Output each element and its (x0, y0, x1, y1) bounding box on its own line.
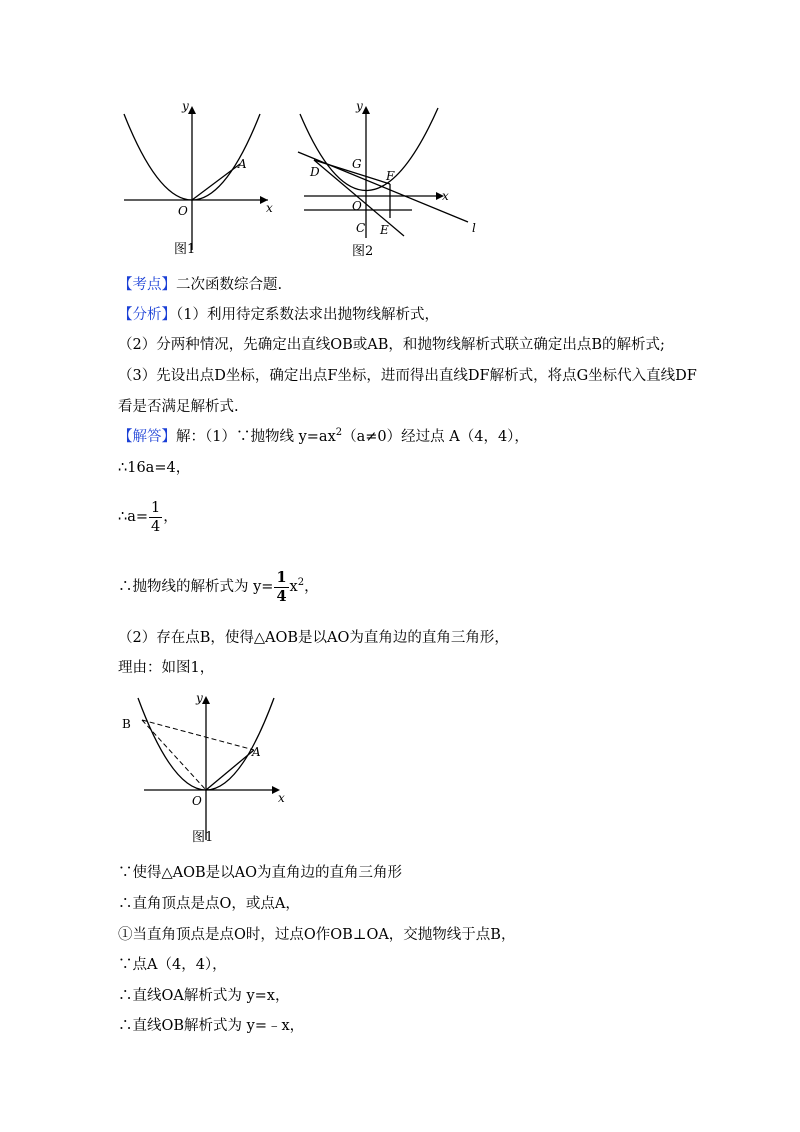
label-x: x (442, 189, 449, 203)
step-3-pre: ∴抛物线的解析式为 y= (118, 579, 274, 595)
fenxi-line-2: （2）分两种情况，先确定出直线OB或AB，和抛物线解析式联立确定出点B的解析式; (118, 337, 665, 353)
label-y: y (196, 691, 203, 705)
label-y: y (182, 100, 189, 113)
label-x: x (278, 791, 285, 805)
fenxi-line (118, 305, 439, 325)
jieda-exp: 2 (335, 427, 343, 439)
step-3 (118, 568, 319, 606)
label-y: y (356, 100, 363, 113)
step-1: ∴16a=4， (118, 460, 191, 476)
step-2-pre: ∴a= (118, 509, 149, 525)
segment-oa (192, 164, 240, 200)
jieda-post: （a≠0）经过点 A（4，4）， (342, 429, 529, 445)
figure-2 (292, 100, 482, 262)
line-5: ∴直线OA解析式为 y=x， (118, 988, 290, 1004)
figure-3-caption: 图1 (192, 830, 214, 845)
step-2 (118, 498, 178, 536)
step-2-num: 1 (151, 499, 161, 516)
step-2-den: 4 (151, 518, 161, 535)
fenxi-line-4: 看是否满足解析式. (118, 399, 239, 415)
figure-1 (118, 100, 278, 260)
label-l: l (472, 221, 476, 235)
step-3-num: 1 (276, 568, 287, 586)
jieda-line (118, 427, 529, 447)
kaodian-tag: 【考点】 (118, 277, 176, 293)
jieda-pre: 解：（1）∵抛物线 y=ax (176, 429, 336, 445)
fenxi-line-3: （3）先设出点D坐标，确定出点F坐标，进而得出直线DF解析式，将点G坐标代入直线DF (118, 368, 697, 384)
part-2: （2）存在点B，使得△AOB是以AO为直角边的直角三角形， (118, 630, 509, 646)
y-axis-arrow (362, 106, 370, 114)
kaodian-text: 二次函数综合题. (176, 277, 283, 293)
line-3: ①当直角顶点是点O时，过点O作OB⊥OA，交抛物线于点B， (118, 927, 516, 943)
label-c: C (356, 221, 366, 235)
line-2: ∴直角顶点是点O，或点A， (118, 896, 300, 912)
fenxi-text: （1）利用待定系数法求出抛物线解析式， (176, 307, 439, 323)
figure-3 (118, 690, 293, 850)
label-o: O (352, 199, 362, 213)
label-g: G (352, 157, 362, 171)
y-axis-arrow (202, 696, 210, 704)
jieda-tag: 【解答】 (118, 429, 176, 445)
label-a: A (238, 157, 247, 171)
label-a: A (252, 745, 261, 759)
label-d: D (310, 165, 320, 179)
step-2-post: ， (163, 509, 178, 525)
step-3-post: ， (304, 579, 319, 595)
reason: 理由：如图1， (118, 660, 215, 676)
kaodian-line (118, 275, 282, 295)
label-f: F (386, 169, 395, 183)
y-axis-arrow (188, 106, 196, 114)
figure-2-caption: 图2 (352, 244, 374, 259)
fenxi-tag: 【分析】 (118, 307, 176, 323)
parabola (300, 108, 438, 191)
line-6: ∴直线OB解析式为 y=﹣x， (118, 1018, 305, 1034)
figure-1-graph (118, 100, 278, 260)
segment-oa (206, 750, 254, 790)
label-o: O (192, 794, 202, 808)
step-3-den: 4 (276, 587, 287, 605)
label-o: O (178, 204, 188, 218)
step-2-fraction (149, 499, 162, 536)
step-3-exp: 2 (297, 577, 305, 589)
step-3-fraction (274, 569, 288, 606)
line-4: ∵点A（4，4）， (118, 957, 227, 973)
line-1: ∵使得△AOB是以AO为直角边的直角三角形 (118, 865, 403, 881)
label-b: B (122, 717, 131, 731)
label-e: E (380, 223, 389, 237)
figure-1-caption: 图1 (174, 242, 196, 257)
label-x: x (266, 201, 273, 215)
step-3-var: x (289, 579, 298, 595)
figure-2-graph (292, 100, 482, 262)
